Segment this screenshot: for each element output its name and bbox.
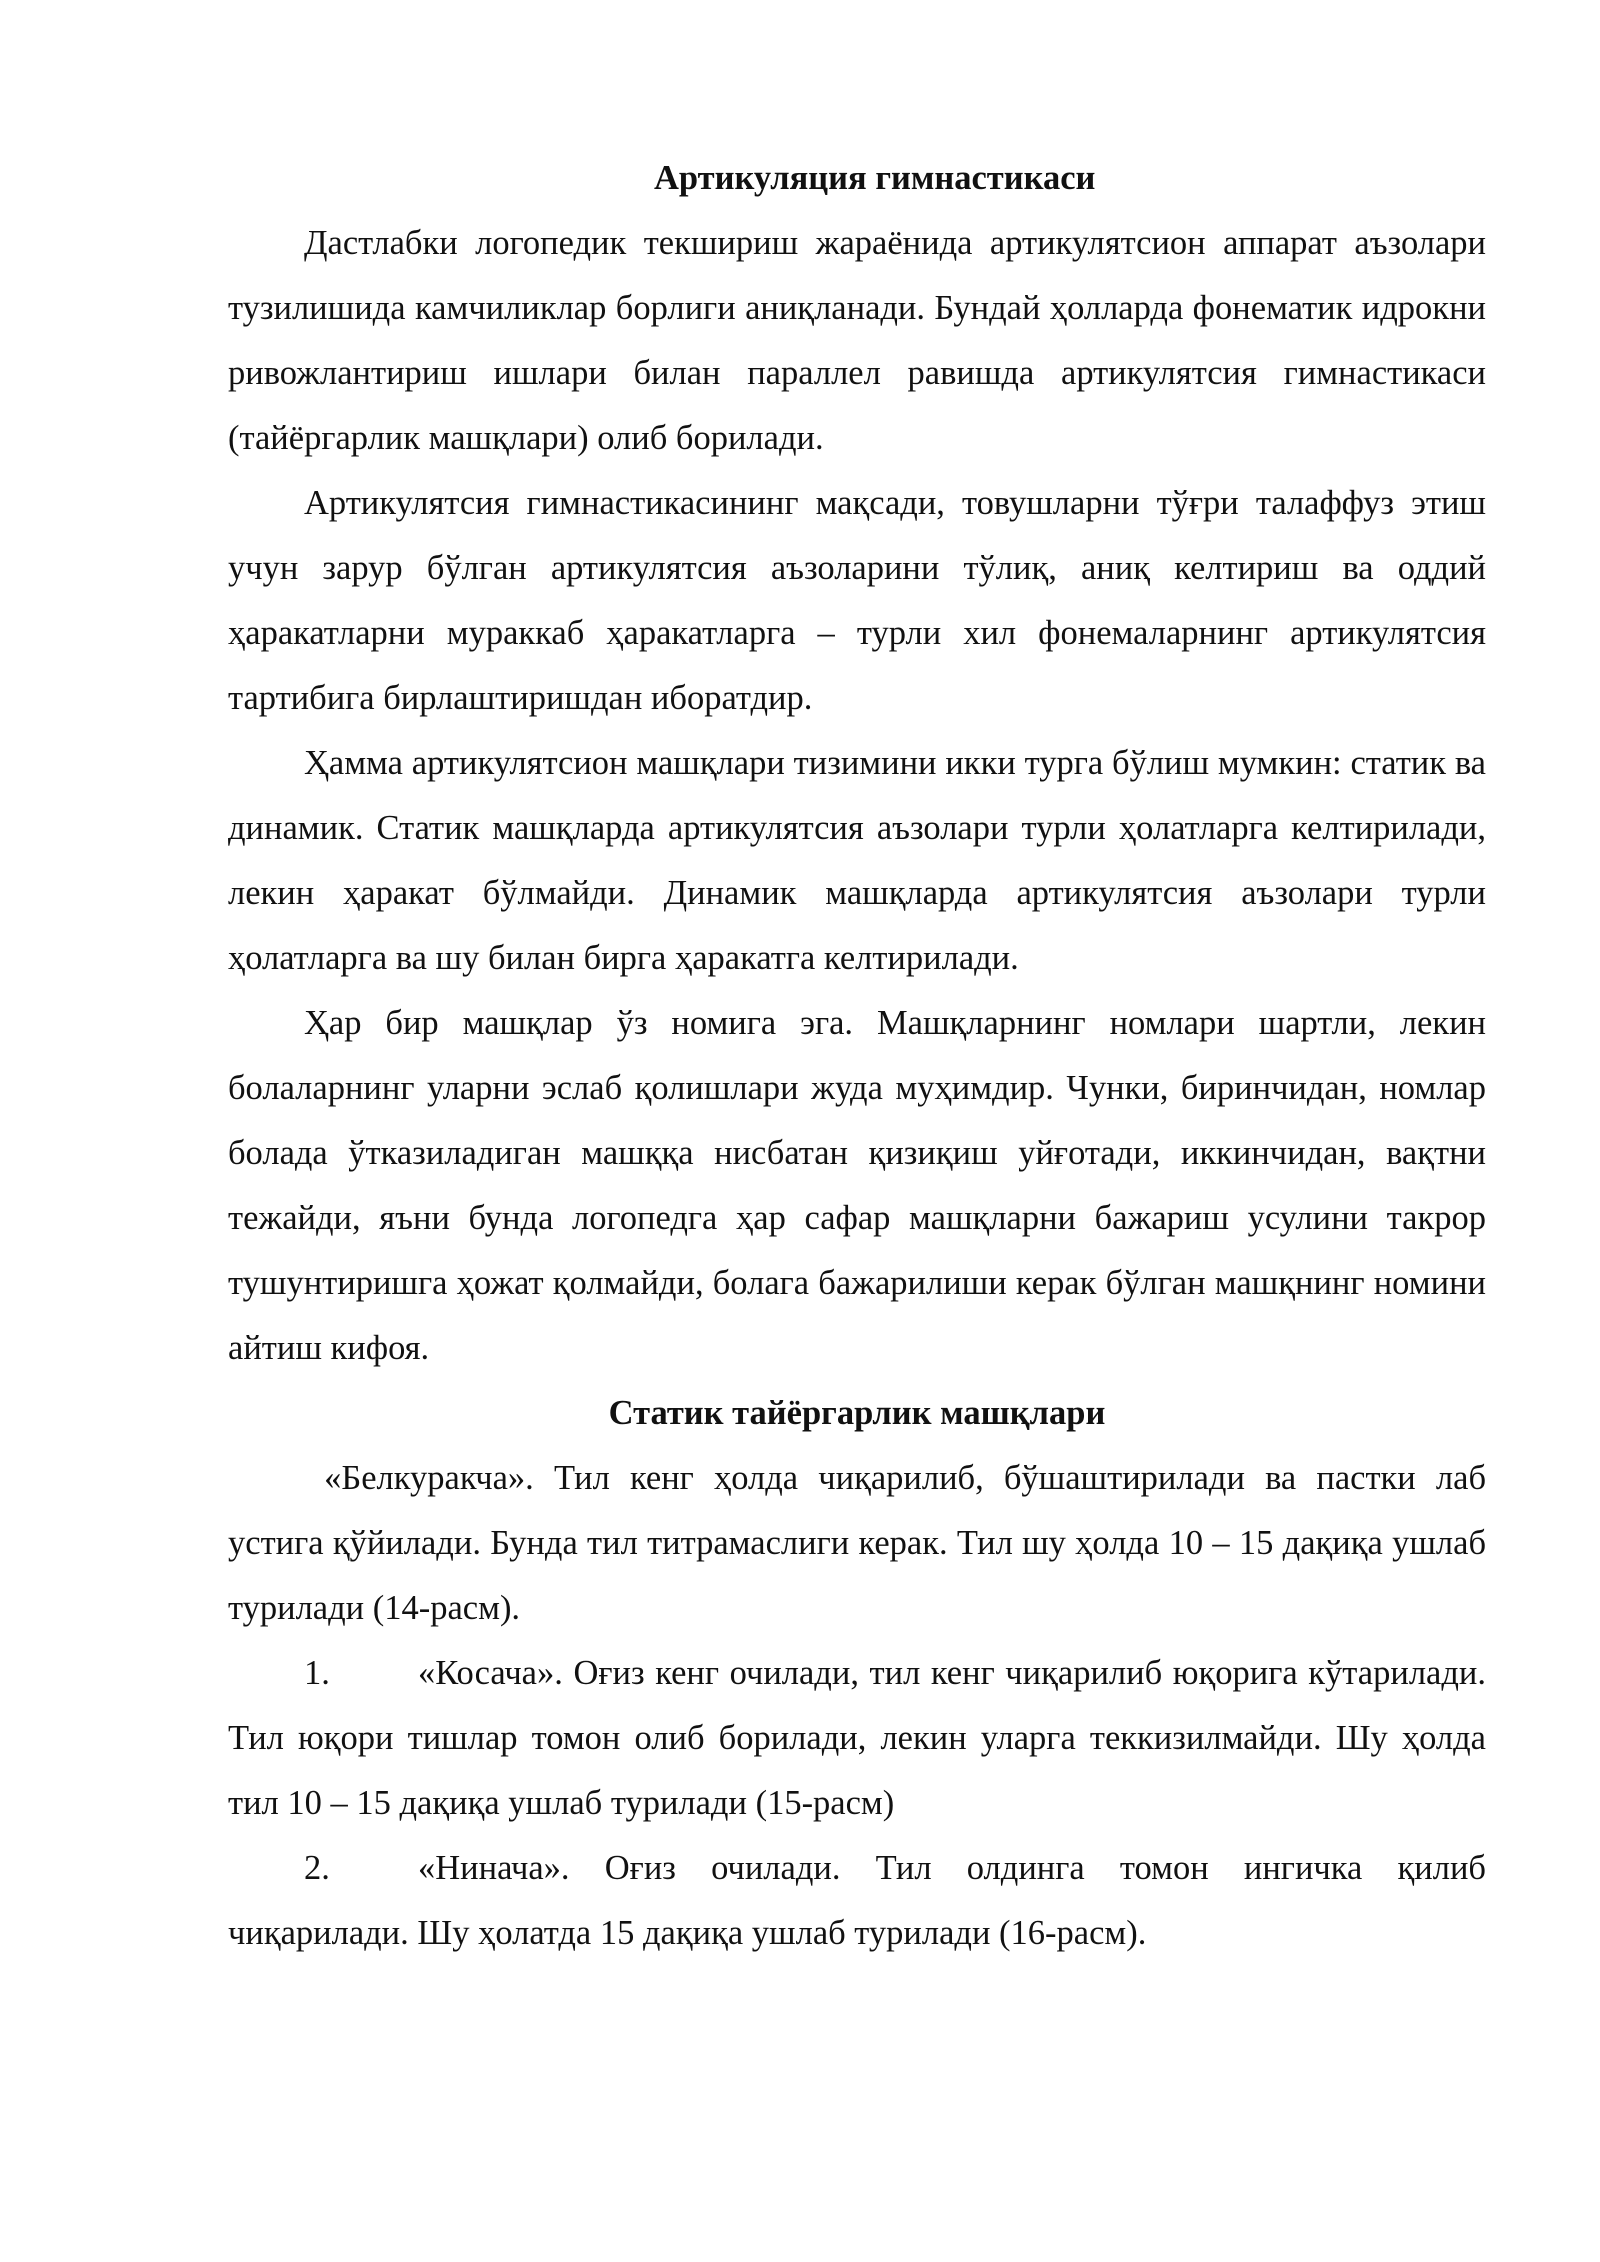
paragraph-3: Ҳамма артикулятсион машқлари тизимини икки турга бўлиш мумкин: статик ва динамик. Статик машқларда артикулятсия аъзолари турли ҳолатларга келтирилади, лекин ҳаракат бўлмайди. Динамик машқларда артикулятсия аъзолари турли ҳолатларга ва шу билан бирга ҳаракатга келтирилади. bbox=[228, 744, 1486, 977]
paragraph-2: Артикулятсия гимнастикасининг мақсади, товушларни тўғри талаффуз этиш учун зарур бўлган артикулятсия аъзоларини тўлиқ, аниқ келтириш ва оддий ҳаракатларни мураккаб ҳаракатларга – турли хил фонемаларнинг артикулятсия тартибига бирлаштиришдан иборатдир. bbox=[228, 484, 1486, 717]
list-item-text: «Косача». Оғиз кенг очилади, тил кенг чиқарилиб юқорига кўтарилади. Тил юқори тишлар томон олиб борилади, лекин уларга теккизилмайди. Шу ҳолда тил 10 – 15 дақиқа ушлаб турилади (15-расм) bbox=[228, 1654, 1486, 1822]
list-item-number: 2. bbox=[304, 1849, 330, 1887]
list-item-text: «Нинача». Оғиз очилади. Тил олдинга томон ингичка қилиб чиқарилади. Шу ҳолатда 15 дақиқа ушлаб турилади (16-расм). bbox=[228, 1849, 1486, 1952]
paragraph-4: Ҳар бир машқлар ўз номига эга. Машқларнинг номлари шартли, лекин болаларнинг уларни эслаб қолишлари жуда муҳимдир. Чунки, биринчидан, номлар болада ўтказиладиган машққа нисбатан қизиқиш уйғотади, иккинчидан, вақтни тежайди, яъни бунда логопедга ҳар сафар машқларни бажариш усулини такрор тушунтиришга ҳожат қолмайди, болага бажарилиши керак бўлган машқнинг номини айтиш кифоя. bbox=[228, 1004, 1486, 1367]
list-item-number: 1. bbox=[304, 1654, 330, 1692]
paragraph-intro: «Белкуракча». Тил кенг ҳолда чиқарилиб, бўшаштирилади ва пастки лаб устига қўйилади. Бунда тил титрамаслиги керак. Тил шу ҳолда 10 – 15 дақиқа ушлаб турилади (14-расм). bbox=[228, 1459, 1495, 1627]
paragraph-1: Дастлабки логопедик текшириш жараёнида артикулятсион аппарат аъзолари тузилишида камчиликлар борлиги аниқланади. Бундай ҳолларда фонематик идрокни ривожлантириш ишлари билан параллел равишда артикулятсия гимнастикаси (тайёргарлик машқлари) олиб борилади. bbox=[228, 224, 1486, 457]
list-item-2 bbox=[228, 1836, 1486, 1966]
list-item-1 bbox=[228, 1641, 1486, 1836]
document-page bbox=[228, 146, 1495, 1966]
document-title: Артикуляция гимнастикаси bbox=[654, 159, 1096, 197]
section-subtitle: Статик тайёргарлик машқлари bbox=[608, 1394, 1106, 1432]
